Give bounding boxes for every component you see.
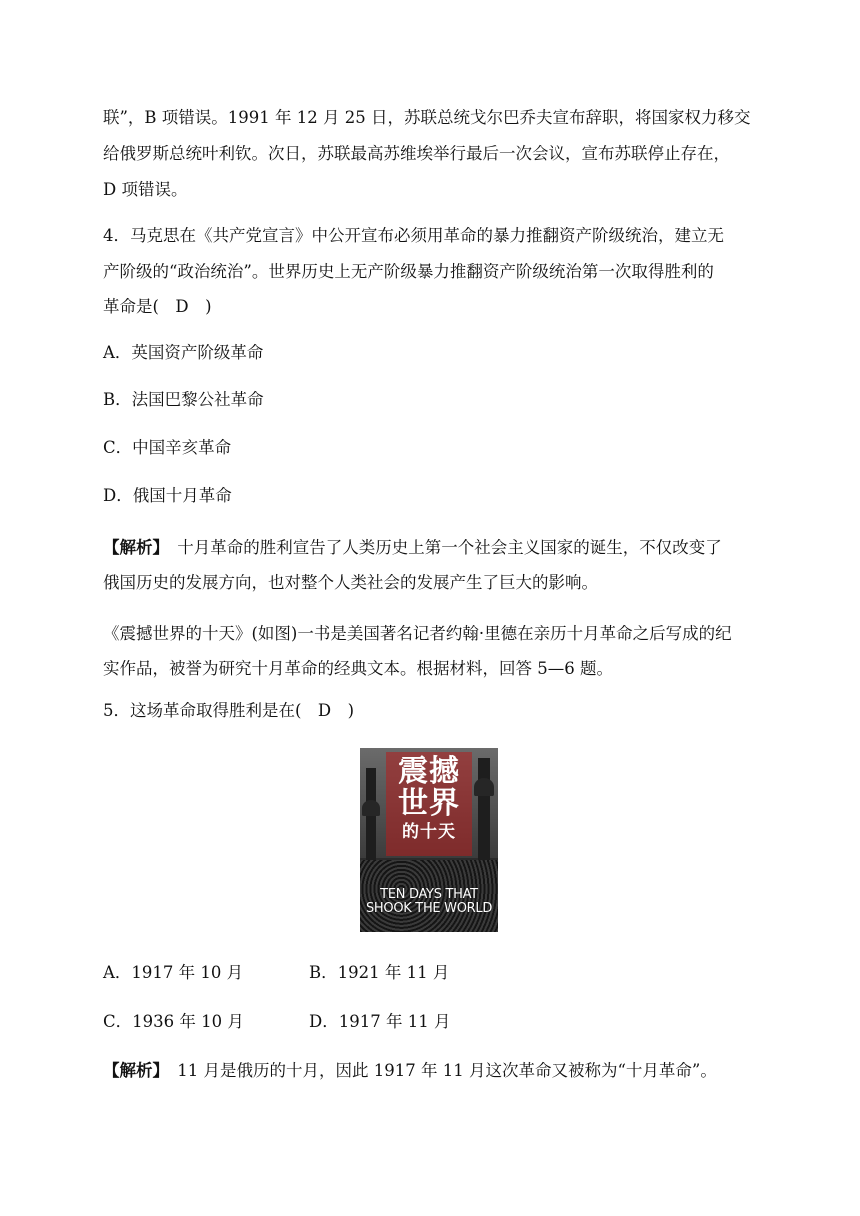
question-4-stem-line: 产阶级的“政治统治”。世界历史上无产阶级暴力推翻资产阶级统治第一次取得胜利的 bbox=[103, 262, 714, 281]
analysis-text: 十月革命的胜利宣告了人类历史上第一个社会主义国家的诞生，不仅改变了 bbox=[160, 538, 722, 557]
material-line: 实作品，被誉为研究十月革命的经典文本。根据材料，回答 5—6 题。 bbox=[103, 659, 613, 678]
cover-title-line: 世界 bbox=[398, 786, 460, 821]
question-4-option-b: B．法国巴黎公社革命 bbox=[103, 390, 264, 409]
cover-english-title-line: SHOOK THE WORLD bbox=[365, 901, 493, 916]
material-line: 《震撼世界的十天》(如图)一书是美国著名记者约翰·里德在亲历十月革命之后写成的纪 bbox=[103, 624, 732, 643]
question-4-analysis-line bbox=[103, 537, 722, 559]
question-4-analysis-line: 俄国历史的发展方向，也对整个人类社会的发展产生了巨大的影响。 bbox=[103, 573, 598, 592]
analysis-label: 【解析】 bbox=[103, 538, 161, 557]
question-5-stem: 5．这场革命取得胜利是在( D ) bbox=[103, 701, 355, 720]
question-4-stem-line: 4．马克思在《共产党宣言》中公开宣布必须用革命的暴力推翻资产阶级统治，建立无 bbox=[103, 226, 724, 245]
question-4-option-a: A．英国资产阶级革命 bbox=[103, 343, 264, 362]
question-4-option-c: C．中国辛亥革命 bbox=[103, 438, 232, 457]
analysis-text: 11 月是俄历的十月，因此 1917 年 11 月这次革命又被称为“十月革命”。 bbox=[160, 1061, 717, 1080]
text-line: 联”，B 项错误。1991 年 12 月 25 日，苏联总统戈尔巴乔夫宣布辞职，将国家权力移交 bbox=[103, 108, 751, 127]
question-5-option-c: C．1936 年 10 月 bbox=[103, 1012, 244, 1031]
question-5-option-b: B．1921 年 11 月 bbox=[309, 963, 450, 982]
cover-title-line: 的十天 bbox=[402, 822, 456, 842]
question-5-option-d: D．1917 年 11 月 bbox=[309, 1012, 451, 1031]
text-line: 给俄罗斯总统叶利钦。次日，苏联最高苏维埃举行最后一次会议，宣布苏联停止存在， bbox=[103, 144, 730, 163]
analysis-label: 【解析】 bbox=[103, 1061, 161, 1080]
question-5-option-a: A．1917 年 10 月 bbox=[103, 963, 244, 982]
question-5-analysis-line bbox=[103, 1060, 717, 1082]
cover-english-title-line: TEN DAYS THAT bbox=[380, 887, 478, 902]
book-cover-image bbox=[360, 748, 498, 932]
text-line: D 项错误。 bbox=[103, 180, 188, 199]
question-4-option-d: D．俄国十月革命 bbox=[103, 486, 232, 505]
question-4-stem-line: 革命是( D ) bbox=[103, 297, 212, 316]
cover-title-line: 震撼 bbox=[398, 754, 460, 789]
